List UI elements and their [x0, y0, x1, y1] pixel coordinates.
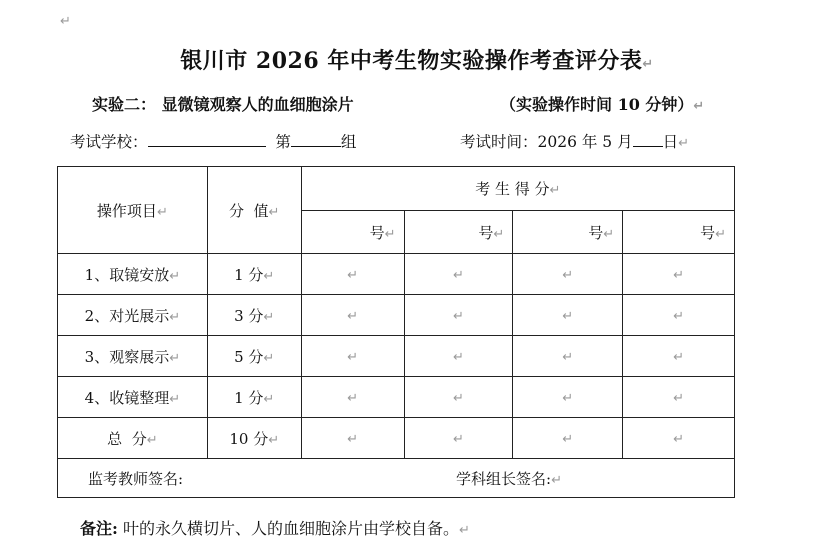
row-score: 3 分↵	[207, 295, 301, 336]
row-score: 1 分↵	[207, 254, 301, 295]
group-blank[interactable]	[291, 132, 341, 147]
table-row	[58, 336, 735, 377]
row-item: 3、观察展示↵	[58, 336, 208, 377]
proctor-signature[interactable]: 监考教师签名:	[88, 469, 184, 488]
footnote-label: 备注:	[80, 519, 118, 538]
student-col-4: 号↵	[623, 211, 735, 254]
score-cell[interactable]: ↵	[404, 377, 513, 418]
score-cell[interactable]: ↵	[301, 418, 404, 459]
student-col-2: 号↵	[404, 211, 513, 254]
day-suffix: 日	[662, 133, 679, 151]
score-cell[interactable]: ↵	[404, 295, 513, 336]
score-cell[interactable]: ↵	[623, 418, 735, 459]
experiment-line	[92, 92, 354, 115]
score-cell[interactable]: ↵	[623, 377, 735, 418]
score-cell[interactable]: ↵	[404, 254, 513, 295]
score-cell[interactable]: ↵	[301, 295, 404, 336]
page-title: 银川市 2026 年中考生物实验操作考查评分表↵	[180, 48, 654, 74]
score-cell[interactable]: ↵	[623, 295, 735, 336]
table-row-total	[58, 418, 735, 459]
score-cell[interactable]: ↵	[513, 295, 623, 336]
score-cell[interactable]: ↵	[513, 377, 623, 418]
student-col-1: 号↵	[301, 211, 404, 254]
score-cell[interactable]: ↵	[513, 254, 623, 295]
table-row	[58, 295, 735, 336]
row-score: 5 分↵	[207, 336, 301, 377]
exam-time-line: 考试时间：2026 年 5 月 日↵	[460, 133, 690, 151]
experiment-time-note: （实验操作时间 10 分钟）↵	[500, 95, 705, 114]
row-item: 2、对光展示↵	[58, 295, 208, 336]
return-mark: ↵	[60, 14, 71, 29]
score-cell[interactable]: ↵	[404, 418, 513, 459]
group-suffix: 组	[340, 133, 357, 151]
school-blank[interactable]	[148, 132, 266, 147]
school-label: 考试学校：	[70, 133, 148, 151]
row-item: 4、收镜整理↵	[58, 377, 208, 418]
group-prefix: 第	[275, 133, 291, 151]
school-info-line	[70, 130, 356, 152]
experiment-label: 实验二：	[92, 95, 157, 114]
exam-time-label: 考试时间：2026 年 5 月	[460, 133, 633, 151]
score-cell[interactable]: ↵	[404, 336, 513, 377]
score-cell[interactable]: ↵	[513, 336, 623, 377]
score-cell[interactable]: ↵	[301, 254, 404, 295]
row-item: 总 分↵	[58, 418, 208, 459]
header-students: 考 生 得 分↵	[301, 167, 734, 211]
header-score: 分 值↵	[207, 167, 301, 254]
leader-signature[interactable]: 学科组长签名:↵	[456, 469, 562, 488]
score-cell[interactable]: ↵	[301, 377, 404, 418]
row-item: 1、取镜安放↵	[58, 254, 208, 295]
signature-row	[58, 459, 735, 498]
score-cell[interactable]: ↵	[301, 336, 404, 377]
header-item: 操作项目↵	[58, 167, 208, 254]
experiment-name: 显微镜观察人的血细胞涂片	[161, 95, 354, 114]
row-score: 1 分↵	[207, 377, 301, 418]
score-cell[interactable]: ↵	[513, 418, 623, 459]
score-cell[interactable]: ↵	[623, 254, 735, 295]
student-col-3: 号↵	[513, 211, 623, 254]
table-row	[58, 254, 735, 295]
footnote: 备注: 叶的永久横切片、人的血细胞涂片由学校自备。↵	[80, 519, 470, 538]
footnote-text: 叶的永久横切片、人的血细胞涂片由学校自备。	[123, 519, 460, 538]
row-score: 10 分↵	[207, 418, 301, 459]
day-blank[interactable]	[633, 132, 663, 147]
table-row	[58, 377, 735, 418]
score-table	[57, 166, 735, 498]
score-cell[interactable]: ↵	[623, 336, 735, 377]
